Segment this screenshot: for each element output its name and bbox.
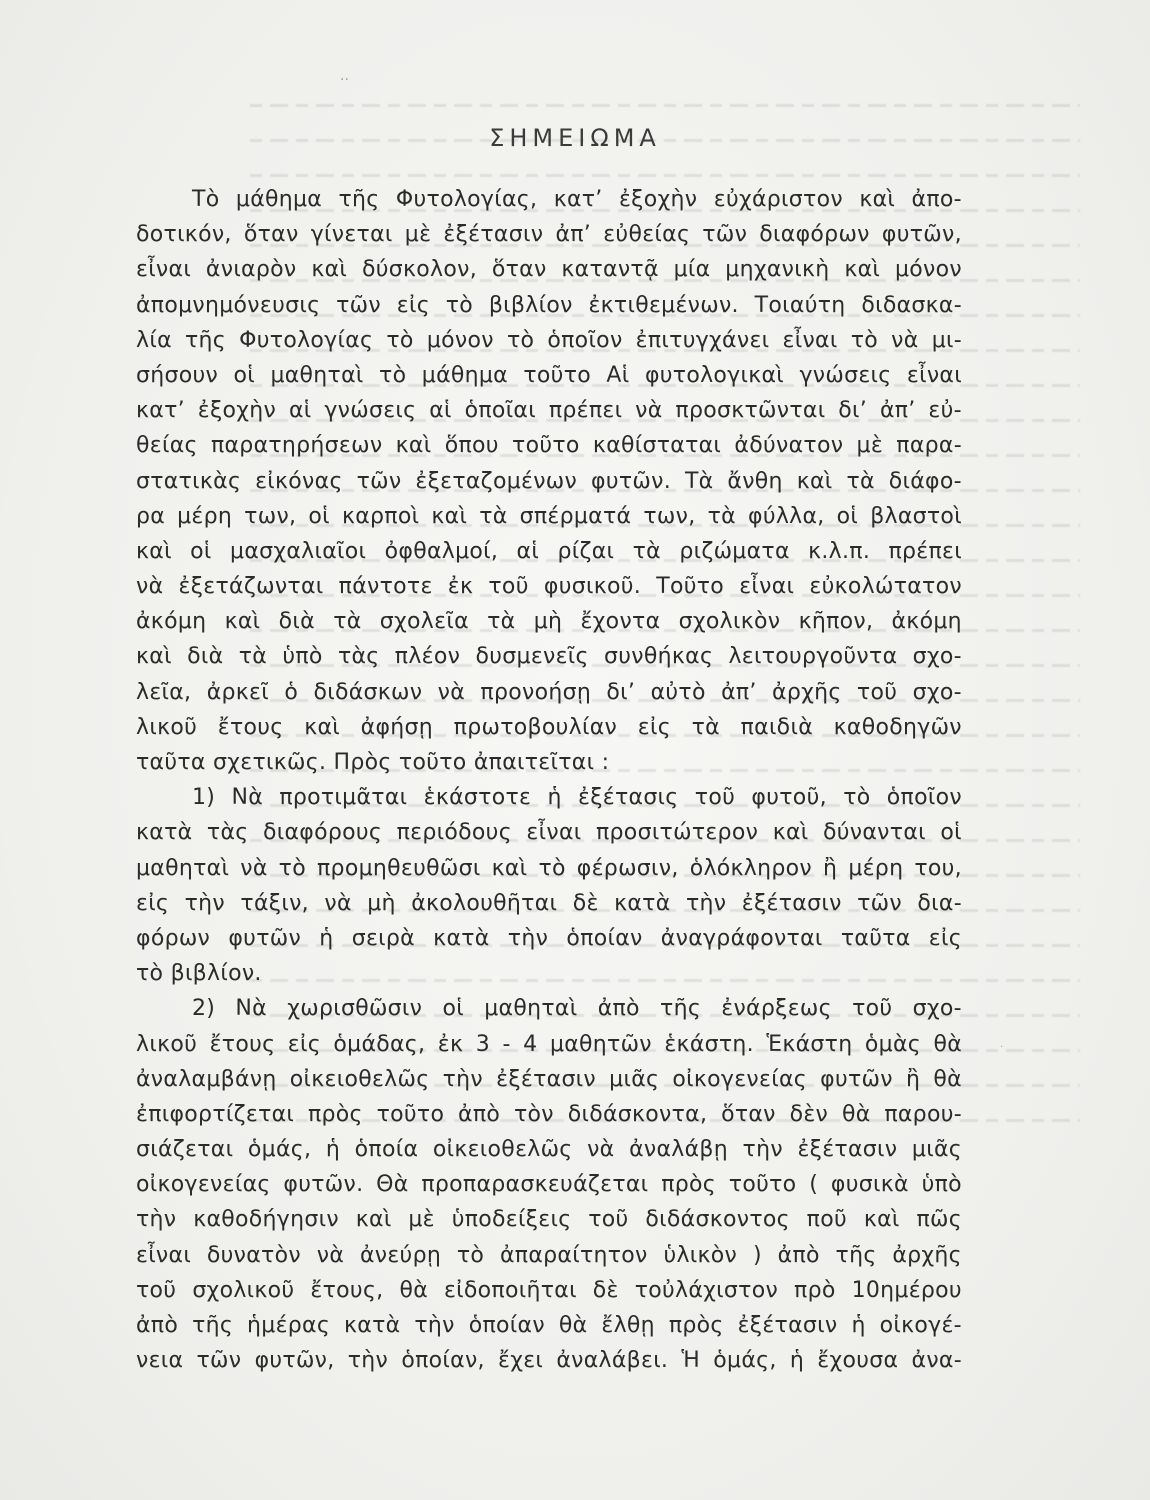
text-line: κατ’ ἐξοχὴν αἱ γνώσεις αἱ ὁποῖαι πρέπει νὰ προσκτῶνται δι’ ἀπ’ εὐ-	[136, 398, 962, 424]
body-text	[136, 182, 962, 1378]
text-line: σιάζεται ὁμάς, ἡ ὁποία οἰκειοθελῶς νὰ ἀναλάβῃ τὴν ἐξέτασιν μιᾶς	[136, 1137, 962, 1163]
text-line: 2) Νὰ χωρισθῶσιν οἱ μαθηταὶ ἀπὸ τῆς ἐνάρξεως τοῦ σχο-	[192, 996, 962, 1022]
text-line: ἐπιφορτίζεται πρὸς τοῦτο ἀπὸ τὸν διδάσκοντα, ὅταν δὲν θὰ παρου-	[136, 1101, 962, 1127]
text-line: λία τῆς Φυτολογίας τὸ μόνον τὸ ὁποῖον ἐπιτυγχάνει εἶναι τὸ νὰ μι-	[136, 327, 962, 353]
text-line: σήσουν οἱ μαθηταὶ τὸ μάθημα τοῦτο Αἱ φυτολογικαὶ γνώσεις εἶναι	[136, 362, 962, 388]
text-line: νὰ ἐξετάζωνται πάντοτε ἐκ τοῦ φυσικοῦ. Τοῦτο εἶναι εὐκολώτατον	[136, 574, 962, 600]
text-line: στατικὰς εἰκόνας τῶν ἐξεταζομένων φυτῶν. Τὰ ἄνθη καὶ τὰ διάφο-	[136, 468, 962, 494]
text-line: εἰς τὴν τάξιν, νὰ μὴ ἀκολουθῆται δὲ κατὰ τὴν ἐξέτασιν τῶν δια-	[136, 890, 962, 916]
speck-mark: ·	[1000, 1042, 1004, 1053]
text-line: τοῦ σχολικοῦ ἔτους, θὰ εἰδοποιῆται δὲ τοὐλάχιστον πρὸ 10ημέρου	[136, 1277, 962, 1303]
text-line: δοτικόν, ὅταν γίνεται μὲ ἐξέτασιν ἀπ’ εὐθείας τῶν διαφόρων φυτῶν,	[136, 222, 962, 248]
text-line: νεια τῶν φυτῶν, τὴν ὁποίαν, ἔχει ἀναλάβει. Ἡ ὁμάς, ἡ ἔχουσα ἀνα-	[136, 1348, 962, 1374]
speck-mark: ··	[340, 72, 349, 88]
text-line: ρα μέρη των, οἱ καρποὶ καὶ τὰ σπέρματά των, τὰ φύλλα, οἱ βλαστοὶ	[136, 503, 962, 529]
text-line: λεῖα, ἀρκεῖ ὁ διδάσκων νὰ προνοήσῃ δι’ αὐτὸ ἀπ’ ἀρχῆς τοῦ σχο-	[136, 679, 962, 705]
text-line: λικοῦ ἔτους καὶ ἀφήσῃ πρωτοβουλίαν εἰς τὰ παιδιὰ καθοδηγῶν	[136, 714, 962, 740]
text-line: θείας παρατηρήσεων καὶ ὅπου τοῦτο καθίσταται ἀδύνατον μὲ παρα-	[136, 433, 962, 459]
text-line: ἀναλαμβάνῃ οἰκειοθελῶς τὴν ἐξέτασιν μιᾶς οἰκογενείας φυτῶν ἢ θὰ	[136, 1066, 962, 1092]
text-line: τὴν καθοδήγησιν καὶ μὲ ὑποδείξεις τοῦ διδάσκοντος ποῦ καὶ πῶς	[136, 1207, 962, 1233]
page-title: ΣΗΜΕΙΩΜΑ	[489, 124, 661, 152]
text-line: ἀπὸ τῆς ἡμέρας κατὰ τὴν ὁποίαν θὰ ἔλθῃ πρὸς ἐξέτασιν ἡ οἰκογέ-	[136, 1313, 962, 1338]
text-line: μαθηταὶ νὰ τὸ προμηθευθῶσι καὶ τὸ φέρωσιν, ὁλόκληρον ἢ μέρη του,	[136, 855, 962, 881]
text-line: ταῦτα σχετικῶς. Πρὸς τοῦτο ἀπαιτεῖται :	[136, 750, 610, 775]
text-line: τὸ βιβλίον.	[136, 961, 262, 987]
text-line: καὶ διὰ τὰ ὑπὸ τὰς πλέον δυσμενεῖς συνθήκας λειτουργοῦντα σχο-	[136, 644, 962, 670]
text-line: ἀκόμη καὶ διὰ τὰ σχολεῖα τὰ μὴ ἔχοντα σχολικὸν κῆπον, ἀκόμη	[136, 609, 962, 635]
text-line: Τὸ μάθημα τῆς Φυτολογίας, κατ’ ἐξοχὴν εὐχάριστον καὶ ἀπο-	[192, 187, 962, 212]
text-line: φόρων φυτῶν ἡ σειρὰ κατὰ τὴν ὁποίαν ἀναγράφονται ταῦτα εἰς	[136, 925, 962, 951]
text-line: λικοῦ ἔτους εἰς ὁμάδας, ἐκ 3 - 4 μαθητῶν ἑκάστη. Ἑκάστη ὁμὰς θὰ	[136, 1031, 962, 1057]
text-line: οἰκογενείας φυτῶν. Θὰ προπαρασκευάζεται πρὸς τοῦτο ( φυσικὰ ὑπὸ	[136, 1172, 962, 1198]
text-line: ἀπομνημόνευσις τῶν εἰς τὸ βιβλίον ἐκτιθεμένων. Τοιαύτη διδασκα-	[136, 292, 962, 318]
text-line: εἶναι ἀνιαρὸν καὶ δύσκολον, ὅταν καταντᾷ μία μηχανικὴ καὶ μόνον	[136, 257, 962, 283]
text-line: κατὰ τὰς διαφόρους περιόδους εἶναι προσιτώτερον καὶ δύνανται οἱ	[136, 820, 962, 846]
text-line: εἶναι δυνατὸν νὰ ἀνεύρῃ τὸ ἀπαραίτητον ὑλικὸν ) ἀπὸ τῆς ἀρχῆς	[136, 1242, 962, 1268]
text-line: καὶ οἱ μασχαλιαῖοι ὀφθαλμοί, αἱ ρίζαι τὰ ριζώματα κ.λ.π. πρέπει	[136, 538, 962, 564]
text-line: 1) Νὰ προτιμᾶται ἑκάστοτε ἡ ἐξέτασις τοῦ φυτοῦ, τὸ ὁποῖον	[192, 785, 962, 811]
